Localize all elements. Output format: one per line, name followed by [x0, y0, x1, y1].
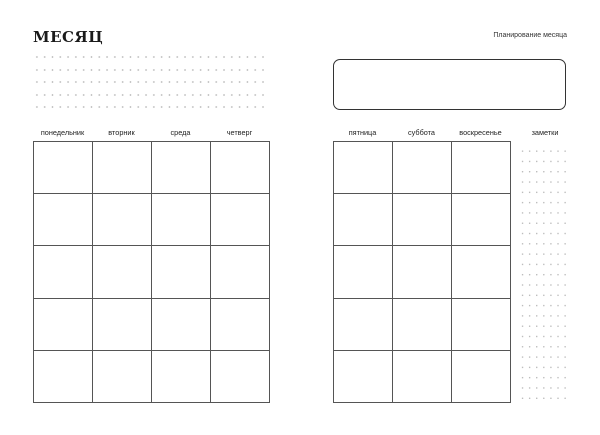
dotted-line — [33, 81, 268, 83]
calendar-day-cell[interactable] — [393, 142, 452, 194]
calendar-day-cell[interactable] — [393, 194, 452, 246]
day-header: среда — [170, 128, 191, 137]
day-header: воскресенье — [459, 128, 502, 137]
calendar-day-cell[interactable] — [211, 299, 270, 351]
calendar-day-cell[interactable] — [93, 351, 152, 403]
dotted-line — [33, 56, 268, 58]
calendar-day-cell[interactable] — [93, 299, 152, 351]
calendar-day-cell[interactable] — [34, 142, 93, 194]
notes-label: заметки — [531, 128, 559, 137]
calendar-day-cell[interactable] — [211, 246, 270, 298]
calendar-day-cell[interactable] — [152, 299, 211, 351]
day-header: понедельник — [40, 128, 85, 137]
left-calendar-grid — [33, 141, 270, 403]
calendar-day-cell[interactable] — [334, 194, 393, 246]
page-subtitle: Планирование месяца — [493, 32, 567, 39]
calendar-day-cell[interactable] — [152, 142, 211, 194]
calendar-day-cell[interactable] — [211, 194, 270, 246]
calendar-day-cell[interactable] — [393, 246, 452, 298]
calendar-day-cell[interactable] — [34, 194, 93, 246]
day-header: вторник — [108, 128, 135, 137]
calendar-day-cell[interactable] — [34, 246, 93, 298]
page-title: МЕСЯЦ — [33, 28, 104, 46]
calendar-day-cell[interactable] — [334, 299, 393, 351]
calendar-day-cell[interactable] — [93, 246, 152, 298]
calendar-day-cell[interactable] — [211, 142, 270, 194]
day-header: четверг — [226, 128, 253, 137]
dotted-lines-area — [33, 56, 268, 119]
calendar-day-cell[interactable] — [393, 299, 452, 351]
right-calendar-grid — [333, 141, 511, 403]
calendar-day-cell[interactable] — [211, 351, 270, 403]
dotted-line — [33, 106, 268, 108]
calendar-day-cell[interactable] — [34, 299, 93, 351]
calendar-day-cell[interactable] — [334, 351, 393, 403]
calendar-day-cell[interactable] — [452, 194, 511, 246]
notes-dot-grid[interactable] — [519, 146, 569, 404]
calendar-day-cell[interactable] — [452, 299, 511, 351]
calendar-day-cell[interactable] — [93, 142, 152, 194]
day-header: суббота — [408, 128, 435, 137]
calendar-day-cell[interactable] — [393, 351, 452, 403]
calendar-day-cell[interactable] — [334, 142, 393, 194]
calendar-day-cell[interactable] — [452, 142, 511, 194]
left-day-headers — [33, 128, 269, 137]
dotted-line — [33, 94, 268, 96]
calendar-day-cell[interactable] — [93, 194, 152, 246]
calendar-day-cell[interactable] — [152, 246, 211, 298]
dotted-line — [33, 69, 268, 71]
calendar-day-cell[interactable] — [152, 351, 211, 403]
month-goal-box[interactable] — [333, 59, 566, 110]
calendar-day-cell[interactable] — [334, 246, 393, 298]
day-header: пятница — [348, 128, 377, 137]
calendar-day-cell[interactable] — [452, 351, 511, 403]
calendar-day-cell[interactable] — [34, 351, 93, 403]
right-day-headers — [333, 128, 510, 137]
calendar-day-cell[interactable] — [152, 194, 211, 246]
calendar-day-cell[interactable] — [452, 246, 511, 298]
